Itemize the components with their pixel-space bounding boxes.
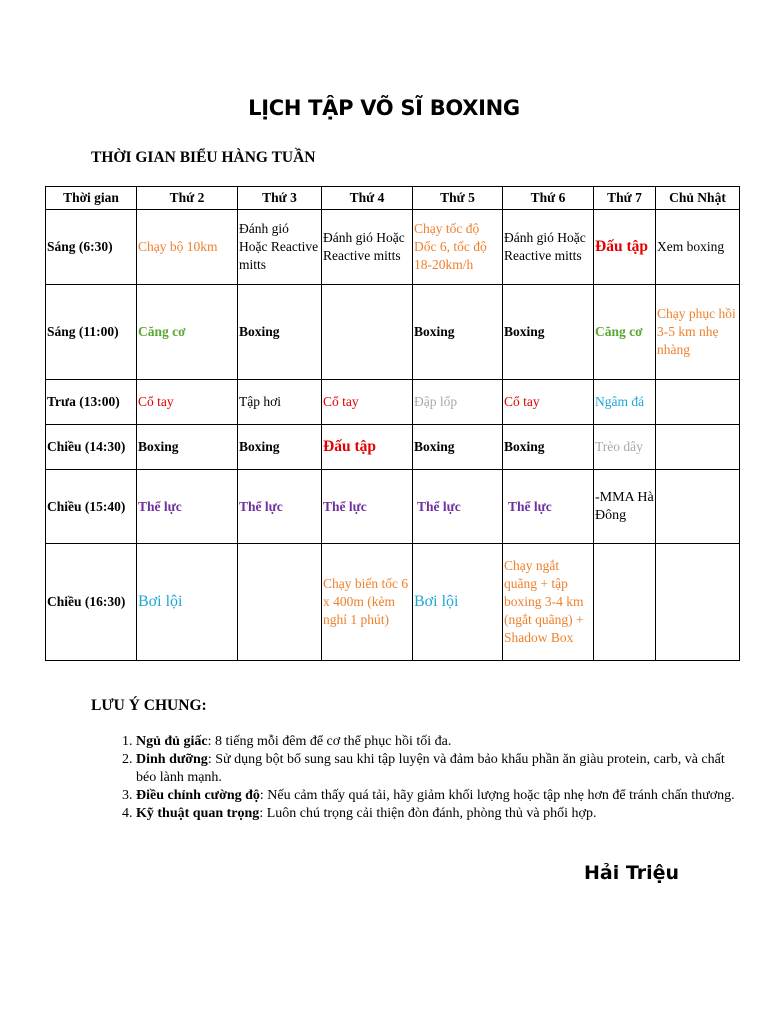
table-cell: Đánh gió Hoặc Reactive mitts xyxy=(238,210,322,285)
table-cell: Bơi lội xyxy=(413,544,503,661)
note-label: Kỹ thuật quan trọng xyxy=(136,806,260,821)
header-day: Thứ 2 xyxy=(137,187,238,210)
note-label: Dinh dưỡng xyxy=(136,752,208,767)
table-cell: Boxing xyxy=(503,425,594,470)
table-cell xyxy=(656,470,740,544)
table-cell: Boxing xyxy=(238,285,322,380)
table-cell: Thể lực xyxy=(413,470,503,544)
table-cell: Thể lực xyxy=(137,470,238,544)
row-time-label: Sáng (11:00) xyxy=(46,285,137,380)
table-cell: Thể lực xyxy=(238,470,322,544)
table-cell xyxy=(656,380,740,425)
table-cell: Căng cơ xyxy=(137,285,238,380)
notes-list xyxy=(91,733,736,823)
table-cell xyxy=(594,544,656,661)
list-item xyxy=(136,787,736,805)
list-item xyxy=(136,733,736,751)
table-cell: Thể lực xyxy=(322,470,413,544)
table-cell: Đấu tập xyxy=(594,210,656,285)
table-cell: Chạy ngắt quãng + tập boxing 3-4 km (ngắt quãng) + Shadow Box xyxy=(503,544,594,661)
table-cell: Bơi lội xyxy=(137,544,238,661)
table-cell xyxy=(656,544,740,661)
table-cell: Cổ tay xyxy=(503,380,594,425)
note-text: : Luôn chú trọng cải thiện đòn đánh, phòng thủ và phối hợp. xyxy=(259,806,597,821)
table-cell xyxy=(238,544,322,661)
row-time-label: Chiều (16:30) xyxy=(46,544,137,661)
table-header-row xyxy=(46,187,740,210)
row-time-label: Sáng (6:30) xyxy=(46,210,137,285)
table-cell: Ngâm đá xyxy=(594,380,656,425)
table-cell: Đấu tập xyxy=(322,425,413,470)
table-cell: -MMA Hà Đông xyxy=(594,470,656,544)
table-cell: Chạy bộ 10km xyxy=(137,210,238,285)
note-text: : 8 tiếng mỗi đêm để cơ thể phục hồi tối đa. xyxy=(207,734,452,749)
note-text: : Sử dụng bột bổ sung sau khi tập luyện và đảm bảo khẩu phần ăn giàu protein, carb, và chất béo lành mạnh. xyxy=(136,752,725,785)
table-cell xyxy=(322,285,413,380)
header-day: Thứ 6 xyxy=(503,187,594,210)
header-day: Thứ 5 xyxy=(413,187,503,210)
list-item xyxy=(136,751,736,787)
table-cell: Tập hơi xyxy=(238,380,322,425)
table-row xyxy=(46,544,740,661)
table-cell: Boxing xyxy=(503,285,594,380)
table-row xyxy=(46,210,740,285)
table-row xyxy=(46,380,740,425)
table-row xyxy=(46,470,740,544)
row-time-label: Trưa (13:00) xyxy=(46,380,137,425)
schedule-subtitle: THỜI GIAN BIỂU HÀNG TUẦN xyxy=(91,149,316,166)
signature: Hải Triệu xyxy=(584,862,680,884)
header-day: Thứ 3 xyxy=(238,187,322,210)
schedule-table xyxy=(45,186,740,661)
notes-heading: LƯU Ý CHUNG: xyxy=(91,697,207,714)
table-cell: Boxing xyxy=(413,425,503,470)
table-cell: Cổ tay xyxy=(137,380,238,425)
note-label: Điều chỉnh cường độ xyxy=(136,788,260,803)
table-cell: Chạy phục hồi 3-5 km nhẹ nhàng xyxy=(656,285,740,380)
list-item xyxy=(136,805,736,823)
table-cell: Đập lốp xyxy=(413,380,503,425)
header-day: Thứ 7 xyxy=(594,187,656,210)
table-cell: Xem boxing xyxy=(656,210,740,285)
table-cell: Boxing xyxy=(413,285,503,380)
table-row xyxy=(46,285,740,380)
table-cell: Cổ tay xyxy=(322,380,413,425)
row-time-label: Chiều (14:30) xyxy=(46,425,137,470)
header-day: Chủ Nhật xyxy=(656,187,740,210)
table-cell: Chạy tốc độ Dốc 6, tốc độ 18-20km/h xyxy=(413,210,503,285)
table-cell: Chạy biến tốc 6 x 400m (kèm nghỉ 1 phút) xyxy=(322,544,413,661)
table-cell: Đánh gió Hoặc Reactive mitts xyxy=(503,210,594,285)
table-cell xyxy=(656,425,740,470)
table-cell: Boxing xyxy=(137,425,238,470)
table-cell: Trèo dây xyxy=(594,425,656,470)
table-cell: Boxing xyxy=(238,425,322,470)
note-text: : Nếu cảm thấy quá tải, hãy giảm khối lượng hoặc tập nhẹ hơn để tránh chấn thương. xyxy=(259,788,735,803)
table-cell: Thể lực xyxy=(503,470,594,544)
table-cell: Căng cơ xyxy=(594,285,656,380)
header-day: Thứ 4 xyxy=(322,187,413,210)
table-row xyxy=(46,425,740,470)
row-time-label: Chiều (15:40) xyxy=(46,470,137,544)
table-cell: Đánh gió Hoặc Reactive mitts xyxy=(322,210,413,285)
note-label: Ngủ đủ giấc xyxy=(136,734,208,749)
document-title: LỊCH TẬP VÕ SĨ BOXING xyxy=(248,96,520,120)
header-time: Thời gian xyxy=(46,187,137,210)
